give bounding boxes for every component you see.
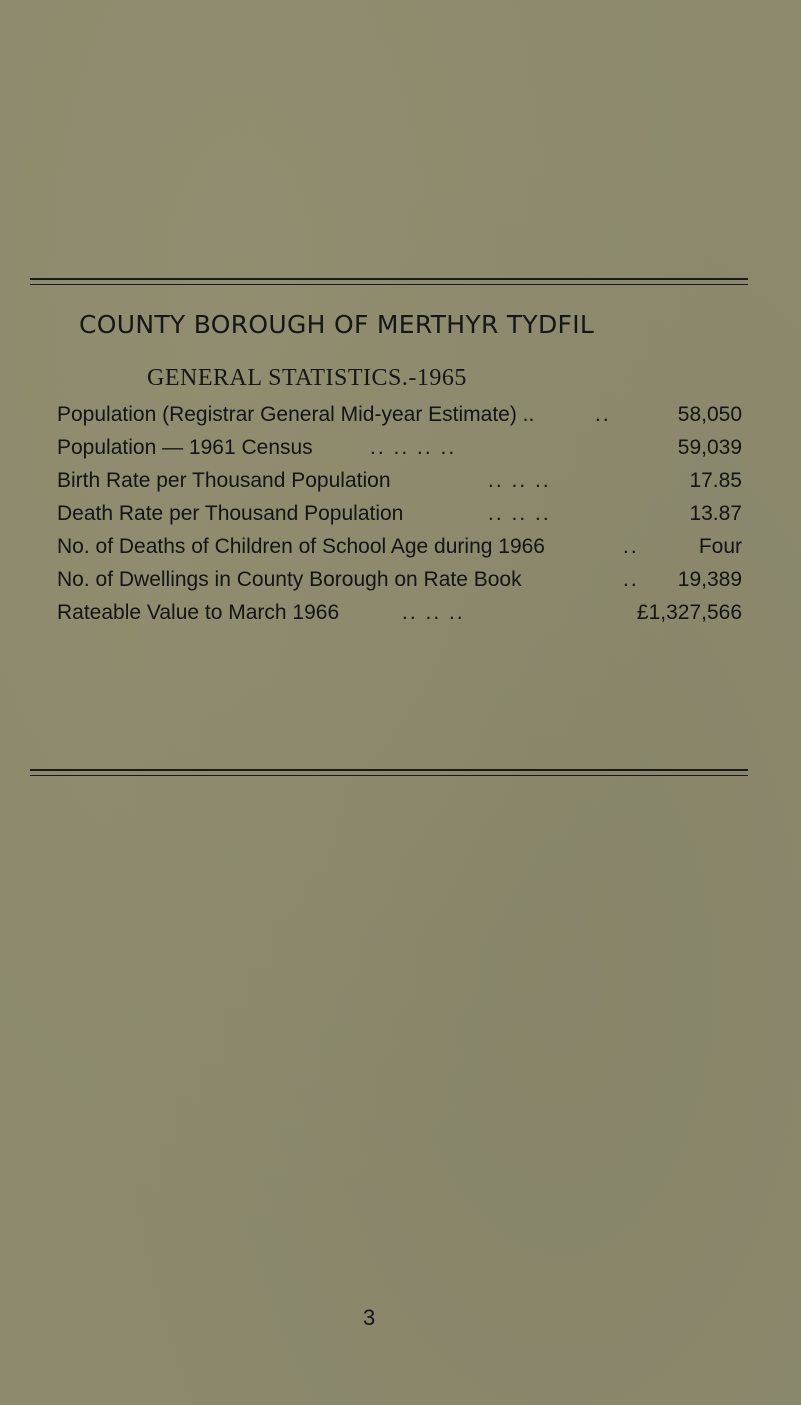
row-leader: .. .. .. [488,469,551,492]
row-leader: .. .. .. .. [370,436,457,459]
top-rule-thin [30,284,748,285]
row-value: 19,389 [677,568,742,591]
row-label: Rateable Value to March 1966 [57,601,340,624]
table-row [57,464,742,497]
row-label: No. of Deaths of Children of School Age during 1966 [57,535,545,558]
row-value: 13.87 [689,502,742,525]
table-row [57,398,742,431]
row-label: Death Rate per Thousand Population [57,502,404,525]
page-number: 3 [363,1305,376,1330]
row-label: Birth Rate per Thousand Population [57,469,391,492]
top-rule [30,278,748,280]
row-value: 17.85 [689,469,742,492]
table-row [57,596,742,629]
table-row [57,530,742,563]
row-label: Population — 1961 Census [57,436,313,459]
row-value: 58,050 [677,403,742,426]
row-leader: .. .. .. [402,601,465,624]
table-row [57,563,742,596]
statistics-table [57,398,742,629]
row-leader: .. [623,535,639,558]
row-value: £1,327,566 [636,601,742,624]
row-leader: .. [595,403,611,426]
row-leader: .. .. .. [488,502,551,525]
document-subtitle: GENERAL STATISTICS.-1965 [147,365,467,391]
row-value: 59,039 [677,436,742,459]
row-label: Population (Registrar General Mid-year Estimate) .. [57,403,535,426]
row-leader: .. [623,568,639,591]
bottom-rule-thin [30,775,748,776]
bottom-rule [30,769,748,771]
row-value: Four [698,535,742,558]
row-label: No. of Dwellings in County Borough on Rate Book [57,568,522,591]
table-row [57,497,742,530]
table-row [57,431,742,464]
document-title: COUNTY BOROUGH OF MERTHYR TYDFIL [79,310,595,339]
